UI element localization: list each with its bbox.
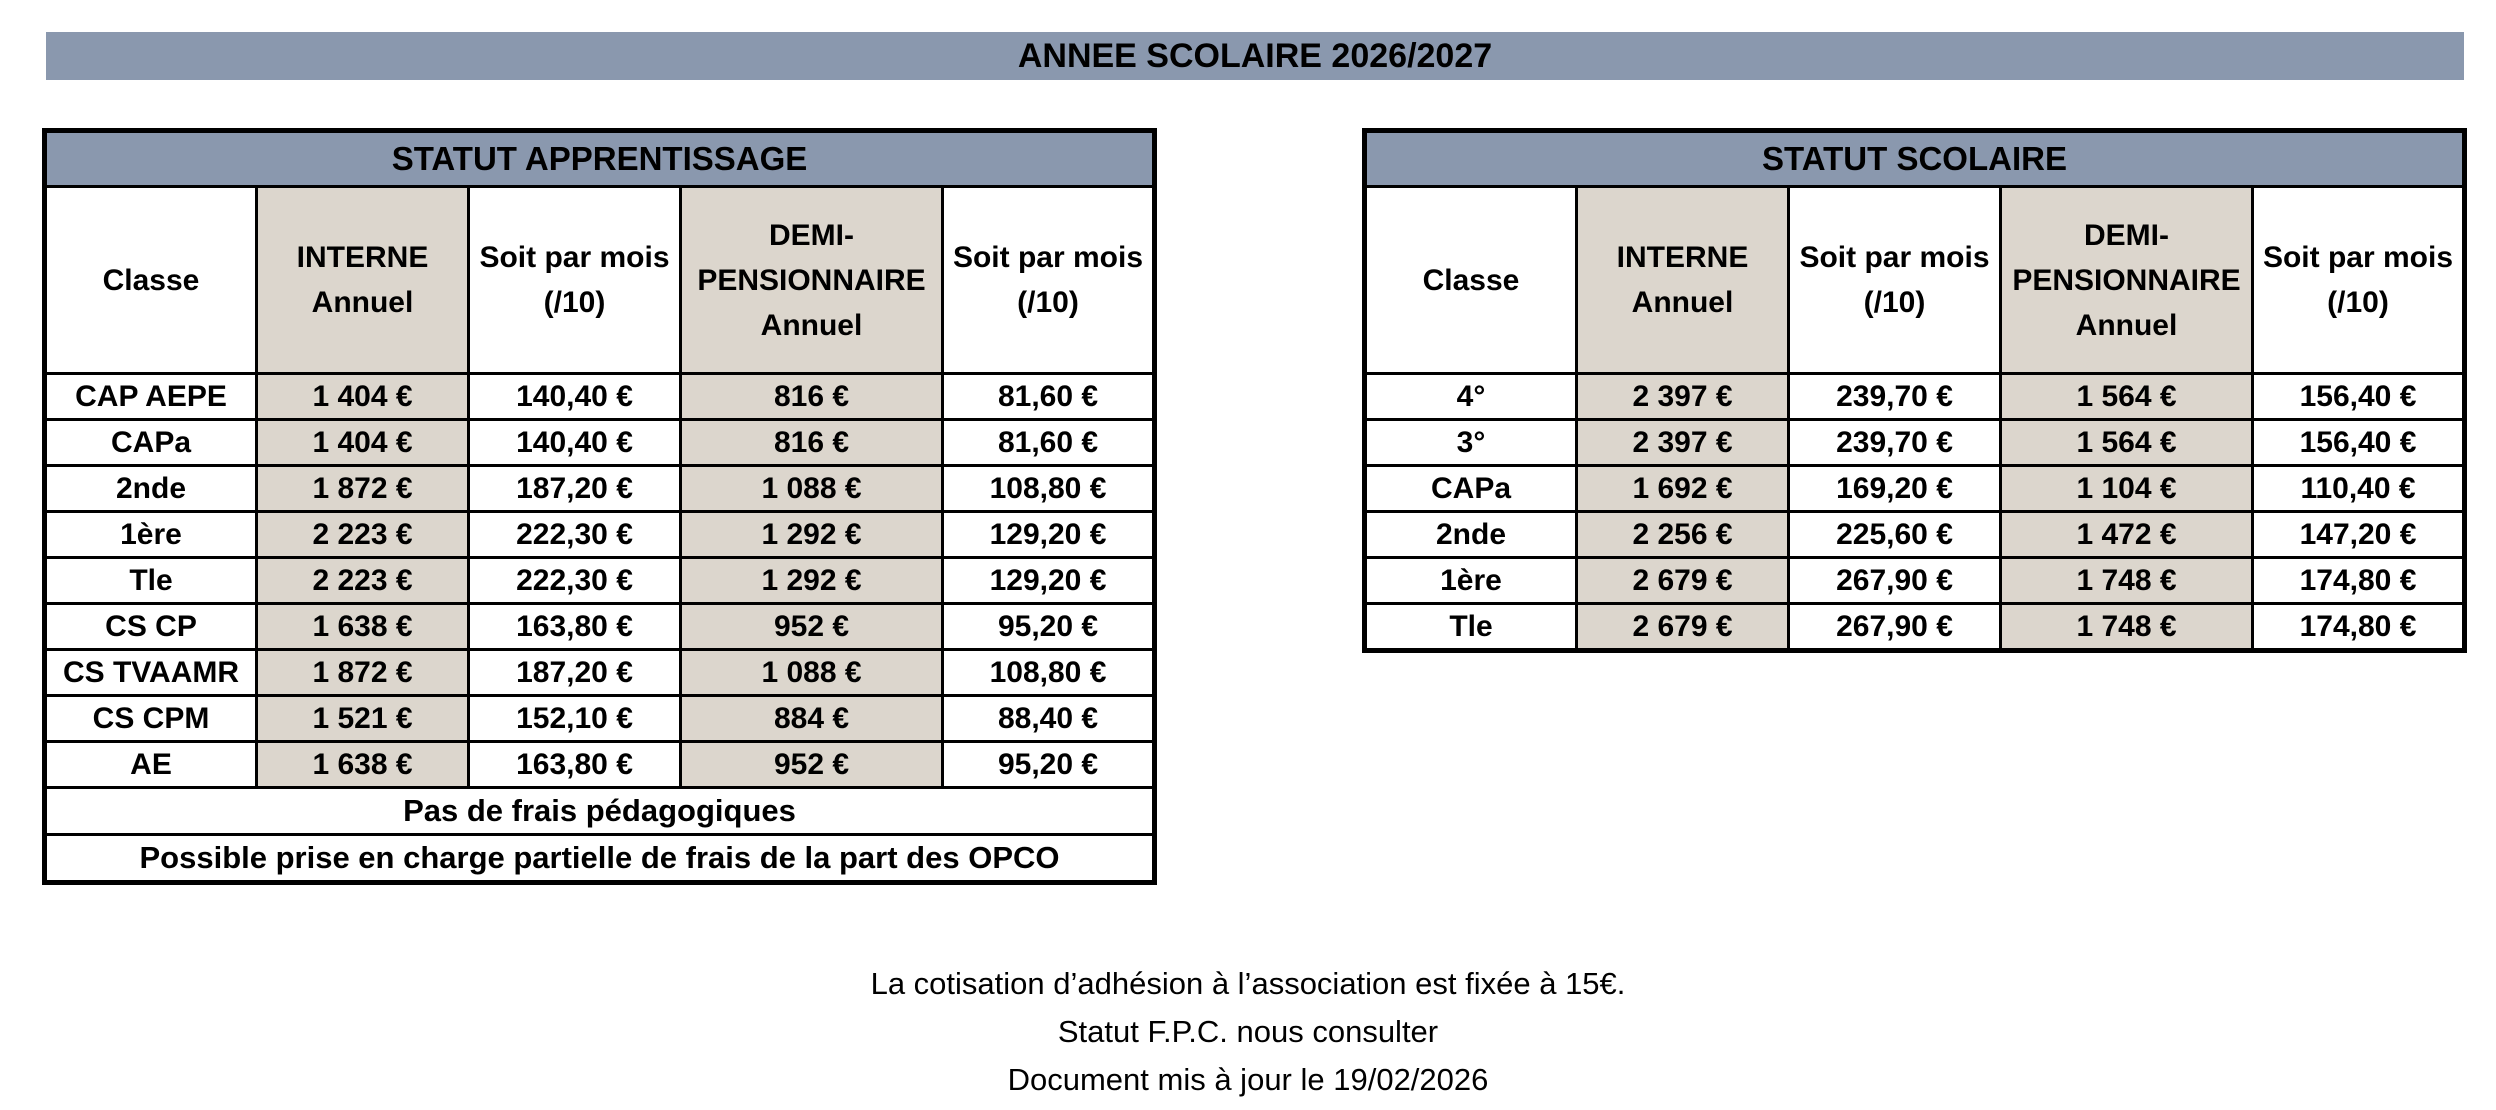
cell-demi-annuel: 884 € xyxy=(681,696,943,742)
header-mois-demi xyxy=(943,187,1155,374)
apprentissage-note-row xyxy=(45,788,1155,835)
footer-update-date: Document mis à jour le 19/02/2026 xyxy=(1007,1062,1489,1097)
table-row xyxy=(45,420,1155,466)
scolaire-title: STATUT SCOLAIRE xyxy=(1365,131,2465,187)
cell-demi-annuel: 816 € xyxy=(681,420,943,466)
cell-demi-annuel: 952 € xyxy=(681,604,943,650)
cell-interne-mois: 239,70 € xyxy=(1789,374,2001,420)
cell-demi-mois: 108,80 € xyxy=(943,650,1155,696)
table-row xyxy=(45,604,1155,650)
cell-interne-annuel: 2 256 € xyxy=(1577,512,1789,558)
cell-demi-mois: 147,20 € xyxy=(2253,512,2465,558)
cell-demi-mois: 174,80 € xyxy=(2253,604,2465,651)
cell-interne-annuel: 2 397 € xyxy=(1577,374,1789,420)
cell-demi-annuel: 1 564 € xyxy=(2001,420,2253,466)
cell-interne-annuel: 2 679 € xyxy=(1577,558,1789,604)
cell-interne-mois: 169,20 € xyxy=(1789,466,2001,512)
table-row xyxy=(1365,558,2465,604)
header-demi-line2: PENSIONNAIRE xyxy=(2012,263,2241,297)
cell-interne-annuel: 1 404 € xyxy=(257,374,469,420)
apprentissage-header-row xyxy=(45,187,1155,374)
cell-interne-annuel: 1 638 € xyxy=(257,604,469,650)
header-interne-line1: INTERNE xyxy=(1616,241,1749,274)
cell-classe: 2nde xyxy=(1365,512,1577,558)
scolaire-rows xyxy=(1365,374,2465,651)
cell-interne-mois: 187,20 € xyxy=(469,466,681,512)
cell-demi-mois: 81,60 € xyxy=(943,374,1155,420)
header-demi-line3: Annuel xyxy=(2075,308,2178,342)
cell-classe: CAPa xyxy=(1365,466,1577,512)
cell-demi-mois: 108,80 € xyxy=(943,466,1155,512)
cell-classe: Tle xyxy=(1365,604,1577,651)
cell-demi-mois: 110,40 € xyxy=(2253,466,2465,512)
table-row xyxy=(45,374,1155,420)
cell-demi-annuel: 1 472 € xyxy=(2001,512,2253,558)
apprentissage-note-row xyxy=(45,835,1155,883)
cell-demi-annuel: 1 088 € xyxy=(681,650,943,696)
note-frais: Pas de frais pédagogiques xyxy=(45,788,1155,835)
note-opco: Possible prise en charge partielle de frais de la part des OPCO xyxy=(45,835,1155,883)
table-row xyxy=(1365,604,2465,651)
cell-interne-mois: 267,90 € xyxy=(1789,558,2001,604)
scolaire-table xyxy=(1362,128,2467,653)
header-interne-line2: Annuel xyxy=(1631,286,1734,319)
cell-interne-annuel: 1 692 € xyxy=(1577,466,1789,512)
cell-demi-mois: 156,40 € xyxy=(2253,374,2465,420)
header-mois-line2: (/10) xyxy=(543,286,606,319)
header-mois-demi xyxy=(2253,187,2465,374)
cell-demi-mois: 156,40 € xyxy=(2253,420,2465,466)
cell-demi-annuel: 1 564 € xyxy=(2001,374,2253,420)
header-interne xyxy=(1577,187,1789,374)
cell-interne-annuel: 1 872 € xyxy=(257,650,469,696)
cell-interne-mois: 187,20 € xyxy=(469,650,681,696)
cell-classe: 1ère xyxy=(1365,558,1577,604)
header-classe-label: Classe xyxy=(102,263,200,297)
apprentissage-table xyxy=(42,128,1157,885)
cell-interne-annuel: 1 872 € xyxy=(257,466,469,512)
cell-classe: 1ère xyxy=(45,512,257,558)
cell-demi-annuel: 1 748 € xyxy=(2001,604,2253,651)
cell-demi-annuel: 1 088 € xyxy=(681,466,943,512)
cell-demi-annuel: 1 292 € xyxy=(681,512,943,558)
cell-interne-annuel: 2 223 € xyxy=(257,558,469,604)
header-demi-line1: DEMI- xyxy=(769,218,854,252)
header-mois-line1: Soit par mois xyxy=(952,241,1144,274)
cell-demi-annuel: 1 292 € xyxy=(681,558,943,604)
cell-classe: CS TVAAMR xyxy=(45,650,257,696)
header-mois-line1: Soit par mois xyxy=(479,241,670,274)
table-row xyxy=(45,650,1155,696)
cell-interne-mois: 140,40 € xyxy=(469,420,681,466)
cell-classe: CS CPM xyxy=(45,696,257,742)
cell-interne-annuel: 2 679 € xyxy=(1577,604,1789,651)
header-interne-line1: INTERNE xyxy=(296,241,429,274)
header-mois-line1: Soit par mois xyxy=(1799,241,1990,274)
cell-interne-mois: 239,70 € xyxy=(1789,420,2001,466)
header-mois-interne xyxy=(1789,187,2001,374)
header-interne-line2: Annuel xyxy=(311,286,414,319)
apprentissage-rows xyxy=(45,374,1155,788)
header-mois-interne xyxy=(469,187,681,374)
cell-demi-annuel: 952 € xyxy=(681,742,943,788)
cell-interne-annuel: 1 638 € xyxy=(257,742,469,788)
cell-classe: AE xyxy=(45,742,257,788)
cell-interne-mois: 225,60 € xyxy=(1789,512,2001,558)
table-row xyxy=(45,742,1155,788)
cell-interne-mois: 163,80 € xyxy=(469,742,681,788)
header-mois-line2: (/10) xyxy=(2327,286,2389,319)
cell-classe: 4° xyxy=(1365,374,1577,420)
apprentissage-title: STATUT APPRENTISSAGE xyxy=(45,131,1155,187)
cell-interne-mois: 222,30 € xyxy=(469,512,681,558)
cell-interne-mois: 140,40 € xyxy=(469,374,681,420)
header-mois-line2: (/10) xyxy=(1017,286,1079,319)
scolaire-header-row xyxy=(1365,187,2465,374)
header-mois-line1: Soit par mois xyxy=(2262,241,2454,274)
cell-interne-mois: 267,90 € xyxy=(1789,604,2001,651)
header-classe-label: Classe xyxy=(1422,263,1520,297)
table-row xyxy=(1365,374,2465,420)
header-demi-line3: Annuel xyxy=(760,308,863,342)
cell-interne-annuel: 2 223 € xyxy=(257,512,469,558)
cell-interne-annuel: 1 404 € xyxy=(257,420,469,466)
table-row xyxy=(1365,420,2465,466)
table-row xyxy=(45,512,1155,558)
table-row xyxy=(45,558,1155,604)
header-demi-line2: PENSIONNAIRE xyxy=(697,263,926,297)
cell-demi-mois: 95,20 € xyxy=(943,604,1155,650)
header-interne xyxy=(257,187,469,374)
cell-demi-mois: 129,20 € xyxy=(943,512,1155,558)
footer-cotisation: La cotisation d’adhésion à l’association est fixée à 15€. xyxy=(870,966,1626,1001)
cell-classe: 3° xyxy=(1365,420,1577,466)
cell-demi-mois: 88,40 € xyxy=(943,696,1155,742)
cell-interne-mois: 163,80 € xyxy=(469,604,681,650)
cell-classe: 2nde xyxy=(45,466,257,512)
cell-demi-annuel: 1 104 € xyxy=(2001,466,2253,512)
cell-classe: CAPa xyxy=(45,420,257,466)
header-demi xyxy=(681,187,943,374)
cell-demi-annuel: 816 € xyxy=(681,374,943,420)
header-mois-line2: (/10) xyxy=(1863,286,1926,319)
table-row xyxy=(45,696,1155,742)
header-classe xyxy=(1365,187,1577,374)
cell-interne-annuel: 2 397 € xyxy=(1577,420,1789,466)
table-row xyxy=(1365,466,2465,512)
cell-demi-mois: 81,60 € xyxy=(943,420,1155,466)
header-classe xyxy=(45,187,257,374)
cell-classe: CS CP xyxy=(45,604,257,650)
cell-demi-annuel: 1 748 € xyxy=(2001,558,2253,604)
cell-demi-mois: 95,20 € xyxy=(943,742,1155,788)
cell-interne-annuel: 1 521 € xyxy=(257,696,469,742)
cell-classe: Tle xyxy=(45,558,257,604)
header-demi xyxy=(2001,187,2253,374)
cell-interne-mois: 222,30 € xyxy=(469,558,681,604)
cell-classe: CAP AEPE xyxy=(45,374,257,420)
cell-demi-mois: 174,80 € xyxy=(2253,558,2465,604)
year-banner: ANNEE SCOLAIRE 2026/2027 xyxy=(46,32,2464,80)
table-row xyxy=(1365,512,2465,558)
footer-fpc: Statut F.P.C. nous consulter xyxy=(1057,1014,1439,1049)
table-row xyxy=(45,466,1155,512)
cell-demi-mois: 129,20 € xyxy=(943,558,1155,604)
header-demi-line1: DEMI- xyxy=(2084,218,2169,252)
cell-interne-mois: 152,10 € xyxy=(469,696,681,742)
